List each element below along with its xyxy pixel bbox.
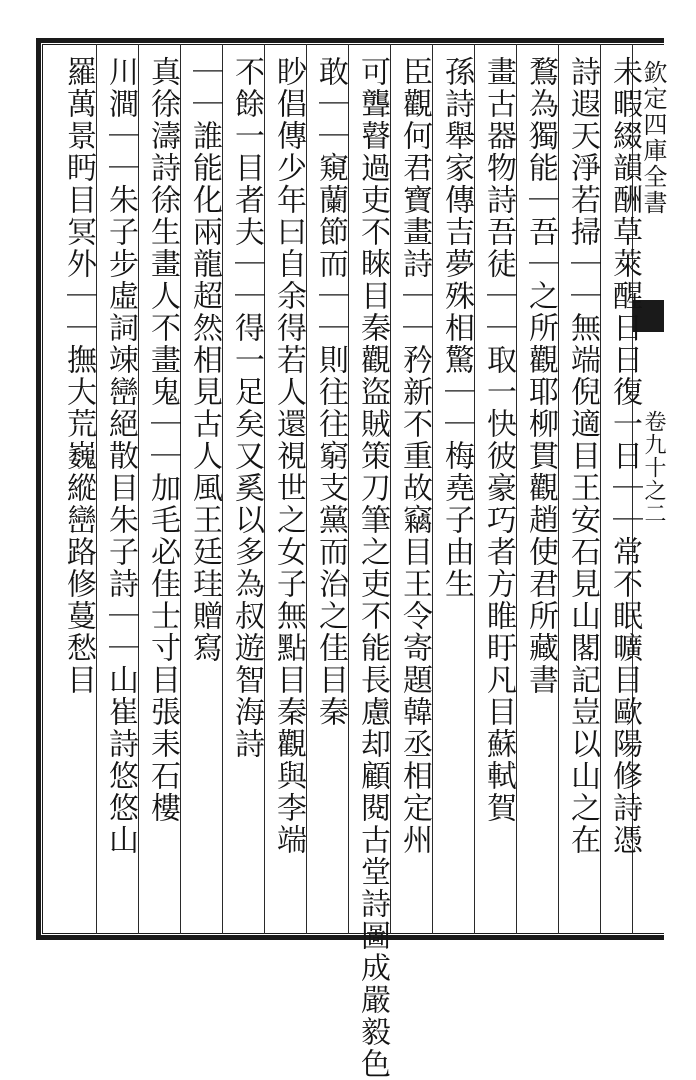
text-column: 川澗｜｜朱子步虛詞竦巒絕散目朱子詩｜｜山崔詩悠悠山 — [103, 56, 138, 856]
text-column: 敢｜｜窺蘭節而｜｜則往往窮支黨而治之佳目秦 — [313, 56, 348, 728]
text-column: 眇倡傳少年曰自余得若人還視世之女子無點目秦觀與李端 — [271, 56, 306, 856]
text-column: 可聾瞽過吏不睞目秦觀盜賊策刀筆之吏不能長慮却顧閱古堂詩圖成嚴毅色 — [355, 56, 390, 1080]
text-column: 羅萬景眄目冥外｜｜撫大荒巍縱巒路修蔓愁目 — [61, 56, 96, 696]
spine-volume: 卷九十之二 — [641, 410, 666, 525]
text-column: 孫詩舉家傳吉夢殊相驚｜｜梅堯子由生 — [439, 56, 474, 600]
text-column: 鶩為獨能｜吾｜之所觀耶柳貫觀趙使君所藏書 — [523, 56, 558, 696]
text-column: 詩遐天淨若掃｜｜無端倪適目王安石見山閣記豈以山之在 — [565, 56, 600, 856]
text-column: 未暇綴韻酬草萊醒日日復一日｜｜常不眠曠目歐陽修詩憑 — [607, 56, 642, 856]
text-column: 畫古器物詩吾徒｜｜取一快彼豪巧者方睢盱凡目蘇軾賀 — [481, 56, 516, 824]
text-column: 臣觀何君寶畫詩｜｜矜新不重故竊目王令寄題韓丞相定州 — [397, 56, 432, 856]
spine-title: 欽定四庫全書 — [639, 60, 667, 216]
text-column: 真徐濤詩徐生畫人不畫鬼｜｜加毛必佳士寸目張耒石樓 — [145, 56, 180, 824]
text-column: ｜｜誰能化兩龍超然相見古人風王廷珪贈寫 — [187, 56, 222, 664]
text-column: 不餘一目者夫｜｜得一足矣又奚以多為叔遊智海詩 — [229, 56, 264, 760]
